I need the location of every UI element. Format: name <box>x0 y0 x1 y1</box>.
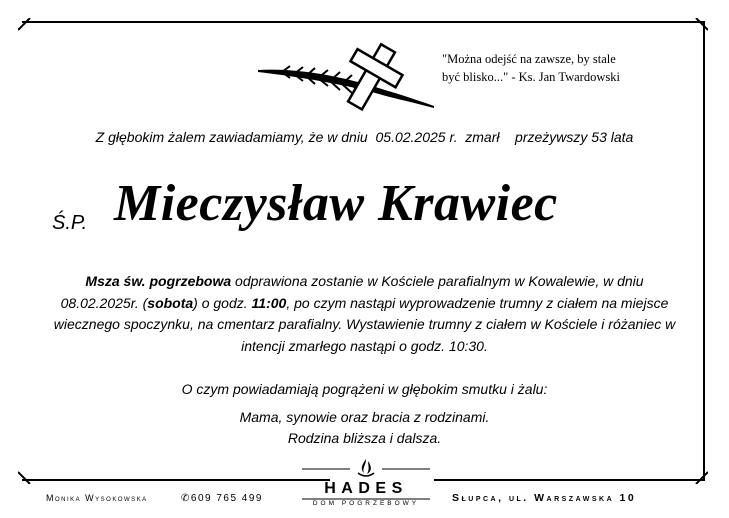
mass-time: 11:00 <box>251 294 287 311</box>
name-prefix: Ś.P. <box>52 212 88 234</box>
death-notice-intro: Z głębokim żalem zawiadamiamy, że w dniu 05.02.2025 r. zmarł przeżywszy 53 lata <box>95 129 634 145</box>
quote-line-2: być blisko..." - Ks. Jan Twardowski <box>442 70 620 84</box>
quote <box>442 50 682 86</box>
quote-line-1: "Można odejść na zawsze, by stale <box>442 52 616 66</box>
notify-line: O czym powiadamiają pogrążeni w głębokim smutku i żalu: <box>181 381 548 397</box>
mass-text-2: ) o godz. <box>193 294 252 311</box>
mass-label: Msza św. pogrzebowa <box>85 273 232 289</box>
mass-text-3: , po czym nastąpi wyprowadzenie trumny z ciałem na miejsce wiecznego spoczynku, na cmentarz parafialny. Wystawienie trumny z ciałem w Kościele i różaniec w intencji zmarłego nastąpi o godz. 10:30. <box>53 294 676 354</box>
family-line-2: Rodzina bliższa i dalsza. <box>287 430 442 446</box>
mass-day: sobota <box>147 294 194 311</box>
brand-subtitle: DOM POGRZEBOWY <box>312 500 420 507</box>
family-signature <box>0 407 729 449</box>
funeral-mass-details <box>52 271 677 357</box>
address: Słupca, ul. Warszawska 10 <box>452 492 637 504</box>
mass-text-1: odprawiona zostanie w Kościele parafialnym w Kowalewie, w dniu 08.02.2025r. ( <box>60 273 644 311</box>
family-line-1: Mama, synowie oraz bracia z rodzinami. <box>239 409 490 425</box>
contact-phone: ✆609 765 499 <box>181 493 263 504</box>
contact-name: Monika Wysokowska <box>46 493 148 503</box>
cross-palm-icon <box>252 40 438 116</box>
brand-name: HADES <box>324 480 408 497</box>
deceased-name: Mieczysław Krawiec <box>114 175 558 232</box>
